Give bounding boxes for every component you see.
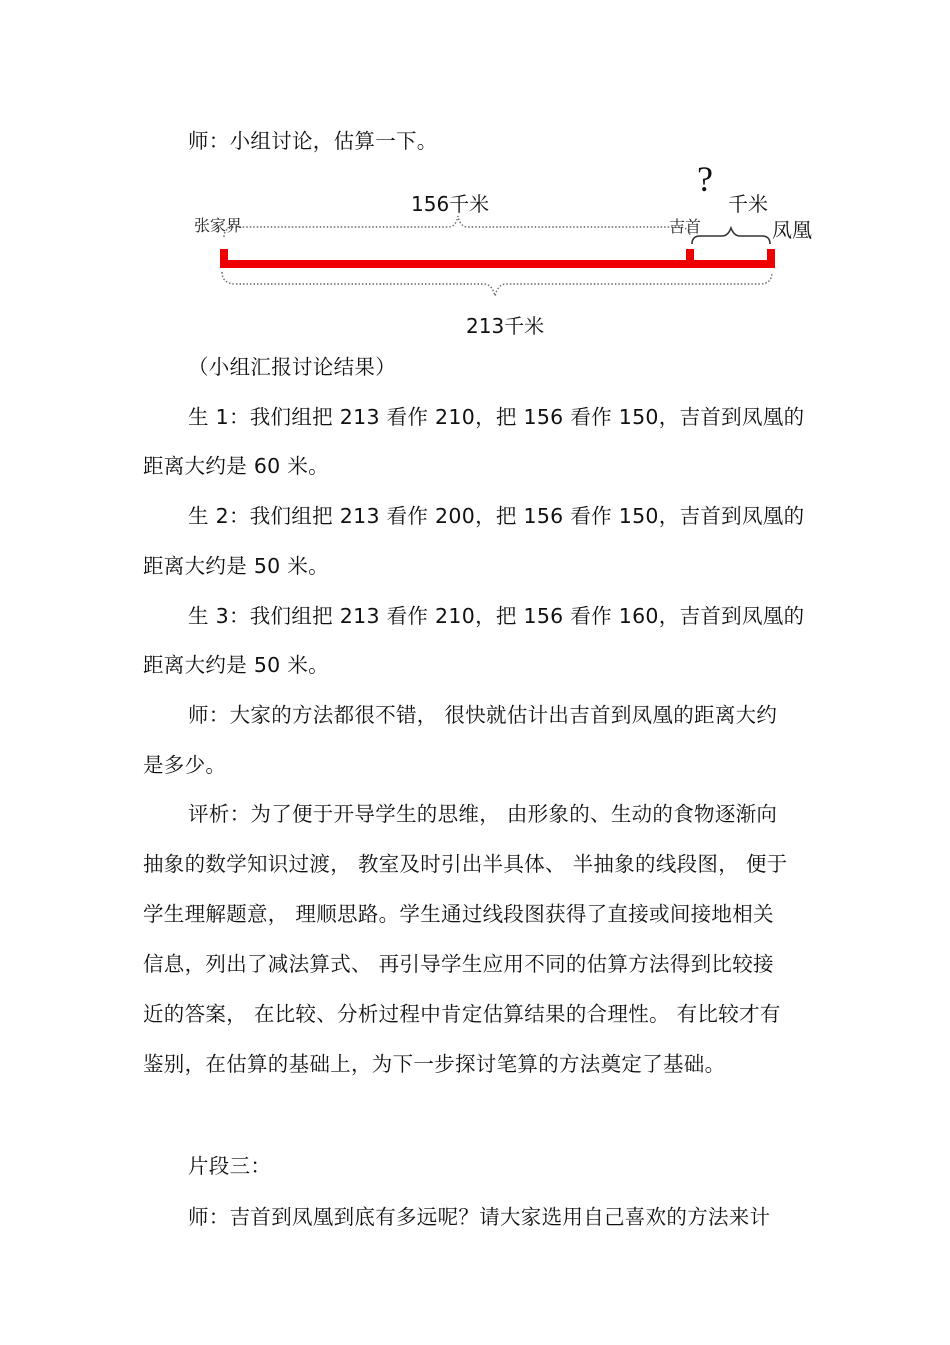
segment-drawing: [0, 0, 950, 345]
tick-start: [220, 249, 228, 268]
group-report-note: （小组汇报讨论结果）: [188, 355, 396, 379]
label-fenghuang: 凤凰: [772, 218, 812, 242]
commentary-line-1: 评析：为了便于开导学生的思维， 由形象的、生动的食物逐渐向: [188, 802, 778, 826]
commentary-line-2: 抽象的数学知识过渡， 教室及时引出半具体、 半抽象的线段图， 便于: [143, 852, 788, 876]
teacher-praise-line-2: 是多少。: [143, 753, 227, 777]
bottom-brace-213: [222, 272, 772, 296]
commentary-line-3: 学生理解题意， 理顺思路。学生通过线段图获得了直接或间接地相关: [143, 902, 774, 926]
tick-middle: [686, 249, 694, 268]
label-unknown-km: 千米: [728, 192, 768, 216]
student3-line-2: 距离大约是 50 米。: [143, 653, 329, 677]
commentary-line-6: 鉴别，在估算的基础上，为下一步探讨笔算的方法奠定了基础。: [143, 1052, 726, 1076]
teacher-praise-line-1: 师：大家的方法都很不错， 很快就估计出吉首到凤凰的距离大约: [188, 703, 778, 727]
commentary-line-4: 信息，列出了减法算式、 再引导学生应用不同的估算方法得到比较接: [143, 952, 774, 976]
label-zhangjiajie: 张家界: [194, 216, 243, 235]
teacher-question-line: 师：吉首到凤凰到底有多远呢？请大家选用自己喜欢的方法来计: [188, 1205, 771, 1229]
student3-line-1: 生 3：我们组把 213 看作 210，把 156 看作 160，吉首到凤凰的: [188, 604, 805, 628]
label-213km: 213千米: [466, 314, 545, 338]
section-heading-segment-three: 片段三：: [188, 1154, 272, 1178]
brace-unknown: [692, 228, 770, 244]
student1-line-2: 距离大约是 60 米。: [143, 454, 329, 478]
student2-line-1: 生 2：我们组把 213 看作 200，把 156 看作 150，吉首到凤凰的: [188, 504, 805, 528]
label-156km: 156千米: [411, 192, 490, 216]
commentary-line-5: 近的答案， 在比较、分析过程中肯定估算结果的合理性。 有比较才有: [143, 1002, 781, 1026]
student1-line-1: 生 1：我们组把 213 看作 210，把 156 看作 150，吉首到凤凰的: [188, 405, 805, 429]
student2-line-2: 距离大约是 50 米。: [143, 554, 329, 578]
question-mark: ?: [697, 159, 713, 199]
tick-end: [767, 249, 775, 268]
label-jishou: 吉首: [669, 217, 702, 236]
teacher-line-estimate: 师：小组讨论，估算一下。: [188, 129, 438, 153]
top-brace-156: [224, 216, 690, 237]
line-segment-diagram: [0, 0, 950, 345]
